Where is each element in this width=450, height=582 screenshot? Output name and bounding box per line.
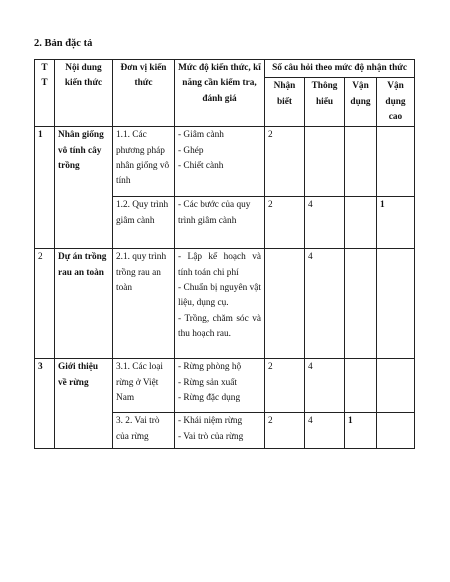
level-item: - Chiết cành — [178, 160, 224, 171]
header-tt: T T — [35, 60, 55, 127]
level-item: - Chuẩn bị nguyên vật liệu, dụng cụ. — [178, 282, 261, 309]
row-topic: Dự án trồng rau an toàn — [55, 249, 113, 359]
header-thong-hieu: Thông hiểu — [305, 78, 345, 127]
row-topic: Nhân giống vô tính cây trồng — [55, 127, 113, 249]
count-thong-hieu: 4 — [305, 359, 345, 413]
count-nhan-biet: 2 — [265, 197, 305, 249]
header-so-cau: Số câu hỏi theo mức độ nhận thức — [265, 60, 415, 78]
count-van-dung — [345, 249, 377, 359]
table-row — [35, 359, 415, 413]
level-item: - Trồng, chăm sóc và thu hoạch rau. — [178, 313, 261, 339]
row-unit: 1.2. Quy trình giâm cành — [113, 197, 175, 249]
row-levels — [175, 359, 265, 413]
row-topic: Giới thiệu về rừng — [55, 359, 113, 449]
row-unit: 3. 2. Vai trò của rừng — [113, 413, 175, 449]
table-row — [35, 249, 415, 359]
row-levels — [175, 197, 265, 249]
count-van-dung-cao — [377, 127, 415, 197]
level-item: - Lập kế hoạch và tính toán chi phí — [178, 252, 261, 278]
level-item: - Rừng phòng hộ — [178, 362, 242, 373]
count-nhan-biet — [265, 249, 305, 359]
header-don-vi: Đơn vị kiến thức — [113, 60, 175, 127]
count-van-dung-cao — [377, 413, 415, 449]
header-muc-do: Mức độ kiến thức, kĩ năng cần kiểm tra, đánh giá — [175, 60, 265, 127]
count-nhan-biet: 2 — [265, 127, 305, 197]
count-thong-hieu: 4 — [305, 197, 345, 249]
row-levels — [175, 413, 265, 449]
count-van-dung-cao — [377, 249, 415, 359]
specification-table — [34, 59, 415, 449]
level-item: - Ghép — [178, 145, 204, 156]
count-van-dung — [345, 127, 377, 197]
level-item: - Các bước của quy trình giâm cành — [178, 200, 251, 226]
row-levels — [175, 127, 265, 197]
section-heading: 2. Bản đặc tả — [34, 38, 93, 49]
count-thong-hieu: 4 — [305, 249, 345, 359]
header-van-dung-cao: Vận dụng cao — [377, 78, 415, 127]
row-levels — [175, 249, 265, 359]
count-van-dung: 1 — [345, 413, 377, 449]
header-row-1 — [35, 60, 415, 78]
count-nhan-biet: 2 — [265, 413, 305, 449]
count-van-dung — [345, 197, 377, 249]
count-thong-hieu: 4 — [305, 413, 345, 449]
count-thong-hieu — [305, 127, 345, 197]
row-tt: 1 — [35, 127, 55, 249]
level-item: - Giâm cành — [178, 130, 224, 141]
level-item: - Khái niệm rừng — [178, 416, 243, 427]
level-item: - Rừng sản xuất — [178, 377, 238, 388]
level-item: - Vai trò của rừng — [178, 431, 244, 442]
row-tt: 3 — [35, 359, 55, 449]
header-van-dung: Vận dụng — [345, 78, 377, 127]
row-unit: 2.1. quy trình trồng rau an toàn — [113, 249, 175, 359]
row-unit: 3.1. Các loại rừng ở Việt Nam — [113, 359, 175, 413]
table-row — [35, 127, 415, 197]
row-tt: 2 — [35, 249, 55, 359]
count-van-dung-cao — [377, 359, 415, 413]
count-van-dung-cao: 1 — [377, 197, 415, 249]
row-unit: 1.1. Các phương pháp nhân giống vô tính — [113, 127, 175, 197]
header-noi-dung: Nội dung kiến thức — [55, 60, 113, 127]
level-item: - Rừng đặc dụng — [178, 392, 241, 403]
header-nhan-biet: Nhận biết — [265, 78, 305, 127]
count-nhan-biet: 2 — [265, 359, 305, 413]
count-van-dung — [345, 359, 377, 413]
